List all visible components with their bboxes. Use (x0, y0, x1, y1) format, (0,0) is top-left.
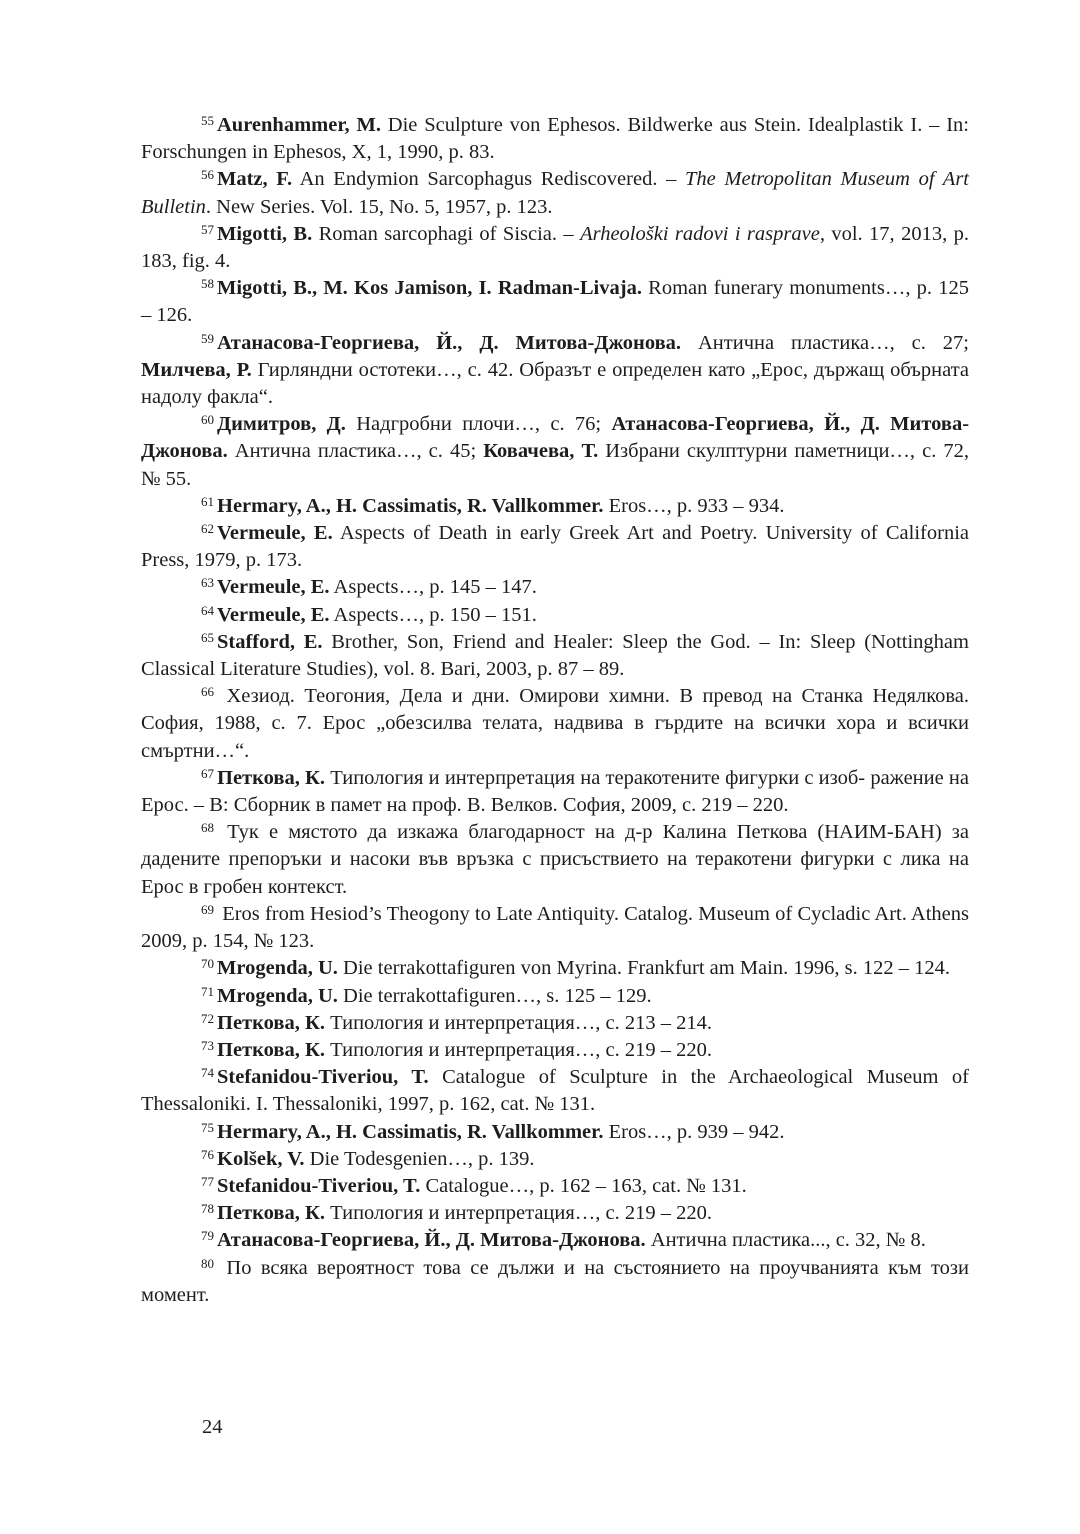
footnote-text: Типология и интерпретация…, с. 219 – 220. (324, 1202, 713, 1225)
author-name: Атанасова-Георгиева, Й., Д. Митова-Джонова. (141, 413, 970, 463)
footnote-text: . New Series. Vol. 15, No. 5, 1957, p. 123. (205, 195, 553, 218)
author-name: Vermeule, E. (217, 522, 333, 545)
footnote (141, 955, 969, 982)
footnotes-block (141, 112, 969, 1309)
footnote-number: 59 (201, 330, 214, 346)
footnote-number: 77 (201, 1173, 214, 1189)
author-name: Димитров, Д. (217, 413, 346, 436)
footnote (141, 983, 969, 1010)
author-name: Петкова, К. (217, 1038, 325, 1061)
footnote (141, 819, 969, 901)
footnote-text: Die terrakottafiguren von Myrina. Frankfurt am Main. 1996, s. 122 – 124. (337, 957, 950, 980)
footnote-number: 80 (201, 1255, 214, 1271)
author-name: Kolšek, V. (217, 1147, 305, 1170)
footnote-number: 72 (201, 1010, 214, 1026)
footnote (141, 602, 969, 629)
footnote (141, 112, 969, 166)
footnote-text: Brother, Son, Friend and Healer: Sleep the God. – In: Sleep (Nottingham Classical Literature Studies), vol. 8. Bari, 2003, p. 87 – 89. (141, 630, 969, 681)
footnote-number: 63 (201, 575, 214, 591)
footnote-text: Aspects…, p. 150 – 151. (329, 603, 537, 626)
footnote (141, 275, 969, 329)
footnote-text: Хезиод. Теогония, Дела и дни. Омирови химни. В превод на Станка Недялкова. София, 1988, с. 7. Ерос „обезсилва телата, надвива в гърдите на всички хора и всички смъртни…“. (141, 685, 969, 762)
footnote-text: Типология и интерпретация…, с. 219 – 220. (324, 1038, 713, 1061)
footnote (141, 1173, 969, 1200)
footnote-number: 71 (201, 983, 214, 999)
footnote (141, 683, 969, 765)
footnote-number: 73 (201, 1037, 214, 1053)
page-number: 24 (202, 1416, 223, 1438)
footnote (141, 1200, 969, 1227)
footnote-number: 78 (201, 1201, 214, 1217)
footnote-text: Roman funerary monuments…, p. 125 – 126. (141, 277, 969, 327)
footnote-text: Aspects of Death in early Greek Art and Poetry. University of California Press, 1979, p. 173. (141, 522, 969, 572)
author-name: Hermary, A., H. Cassimatis, R. Vallkommer. (217, 1120, 604, 1143)
author-name: Ковачева, Т. (483, 440, 599, 463)
footnote-text: Избрани скулптурни паметници…, с. 72, № 55. (141, 440, 970, 490)
footnote-text: Надгробни плочи…, с. 76; (345, 413, 612, 436)
author-name: Migotti, B. (217, 222, 313, 245)
footnote-number: 61 (201, 493, 214, 509)
footnote-number: 69 (201, 901, 214, 917)
author-name: Милчева, Р. (141, 358, 252, 381)
author-name: Петкова, К. (217, 1202, 325, 1225)
footnote-number: 64 (201, 602, 214, 618)
footnote (141, 765, 969, 819)
footnote-text: Die Sculpture von Ephesos. Bildwerke aus Stein. Idealplastik I. – In: Forschungen in Ephesos, X, 1, 1990, p. 83. (141, 114, 969, 164)
footnote-text: Типология и интерпретация на теракотените фигурки с изоб- ражение на Ерос. – В: Сборник в памет на проф. В. Велков. София, 2009, с. 219 – 220. (141, 766, 969, 817)
footnote-text: Антична пластика…, с. 27; (681, 331, 969, 354)
footnote-number: 74 (201, 1065, 214, 1081)
footnote-number: 75 (201, 1119, 214, 1135)
author-name: Aurenhammer, M. (217, 114, 381, 136)
footnote-text: , vol. 17, 2013, p. 183, fig. 4. (141, 222, 969, 273)
author-name: Stefanidou-Tiveriou, T. (217, 1066, 429, 1089)
footnote (141, 901, 969, 955)
author-name: Mrogenda, U. (217, 957, 338, 980)
author-name: Stafford, E. (217, 630, 323, 653)
author-name: Hermary, A., H. Cassimatis, R. Vallkommer. (217, 494, 604, 517)
journal-title: Arheološki radovi i rasprave (580, 222, 820, 245)
footnote-text: Aspects…, p. 145 – 147. (329, 576, 537, 599)
journal-title: The Metropolitan Museum of Art Bulletin (141, 168, 969, 218)
footnote-text: Гирляндни остотеки…, с. 42. Образът е определен като „Ерос, държащ обърната надолу факла“. (141, 358, 969, 409)
footnote-number: 56 (201, 167, 214, 183)
footnote-text: Catalogue of Sculpture in the Archaeological Museum of Thessaloniki. I. Thessaloniki, 1997, p. 162, cat. № 131. (141, 1066, 969, 1116)
footnote-number: 57 (201, 221, 214, 237)
footnote (141, 1037, 969, 1064)
footnote (141, 493, 969, 520)
footnote (141, 1146, 969, 1173)
footnote (141, 574, 969, 601)
footnote (141, 330, 969, 412)
footnote-text: Catalogue…, p. 162 – 163, cat. № 131. (420, 1174, 747, 1197)
footnote-text: Антична пластика..., с. 32, № 8. (645, 1229, 926, 1252)
footnote (141, 411, 969, 493)
footnote (141, 1010, 969, 1037)
author-name: Migotti, B., M. Kos Jamison, I. Radman-Livaja. (217, 277, 642, 300)
author-name: Vermeule, E. (217, 576, 330, 599)
footnote-text: Eros from Hesiod’s Theogony to Late Antiquity. Catalog. Museum of Cycladic Art. Athens 2009, p. 154, № 123. (141, 902, 969, 953)
footnote-number: 55 (201, 113, 214, 128)
footnote-text: Eros…, p. 933 – 934. (603, 494, 785, 517)
footnote (141, 520, 969, 574)
footnote (141, 1064, 969, 1118)
footnote-number: 79 (201, 1228, 214, 1244)
footnote-text: Die Todesgenien…, p. 139. (304, 1147, 535, 1170)
footnote-number: 76 (201, 1146, 214, 1162)
footnote-text: Антична пластика…, с. 45; (227, 440, 484, 463)
footnote-text: Типология и интерпретация…, с. 213 – 214. (324, 1011, 713, 1034)
author-name: Matz, F. (217, 168, 293, 191)
author-name: Vermeule, E. (217, 603, 330, 626)
footnote (141, 629, 969, 683)
footnote-text: По всяка вероятност това се дължи и на състоянието на проучванията към този момент. (141, 1256, 969, 1306)
footnote-number: 62 (201, 521, 214, 537)
footnote-text: Die terrakottafiguren…, s. 125 – 129. (337, 984, 652, 1007)
author-name: Петкова, К. (217, 766, 326, 789)
footnote-number: 60 (201, 412, 214, 428)
footnote-text: Roman sarcophagi of Siscia. – (312, 222, 581, 245)
author-name: Атанасова-Георгиева, Й., Д. Митова-Джонова. (217, 331, 682, 354)
author-name: Stefanidou-Tiveriou, T. (217, 1174, 421, 1197)
footnote-text: An Endymion Sarcophagus Rediscovered. – (292, 168, 685, 191)
footnote (141, 166, 969, 220)
author-name: Петкова, К. (217, 1011, 325, 1034)
footnote (141, 1255, 969, 1309)
footnote-number: 67 (201, 765, 214, 781)
footnote-number: 65 (201, 629, 214, 645)
footnote-text: Тук е мястото да изкажа благодарност на д-р Калина Петкова (НАИМ-БАН) за дадените препоръки и насоки във връзка с присъствието на теракотени фигурки с лика на Ерос в гробен контекст. (141, 821, 969, 898)
footnote (141, 1119, 969, 1146)
footnote (141, 221, 969, 275)
footnote-text: Eros…, p. 939 – 942. (603, 1120, 785, 1143)
author-name: Атанасова-Георгиева, Й., Д. Митова-Джонова. (217, 1229, 646, 1252)
footnote-number: 66 (201, 684, 214, 700)
footnote-number: 68 (201, 820, 214, 836)
footnote-number: 70 (201, 956, 214, 972)
author-name: Mrogenda, U. (217, 984, 338, 1007)
footnote-number: 58 (201, 276, 214, 292)
footnote (141, 1227, 969, 1254)
